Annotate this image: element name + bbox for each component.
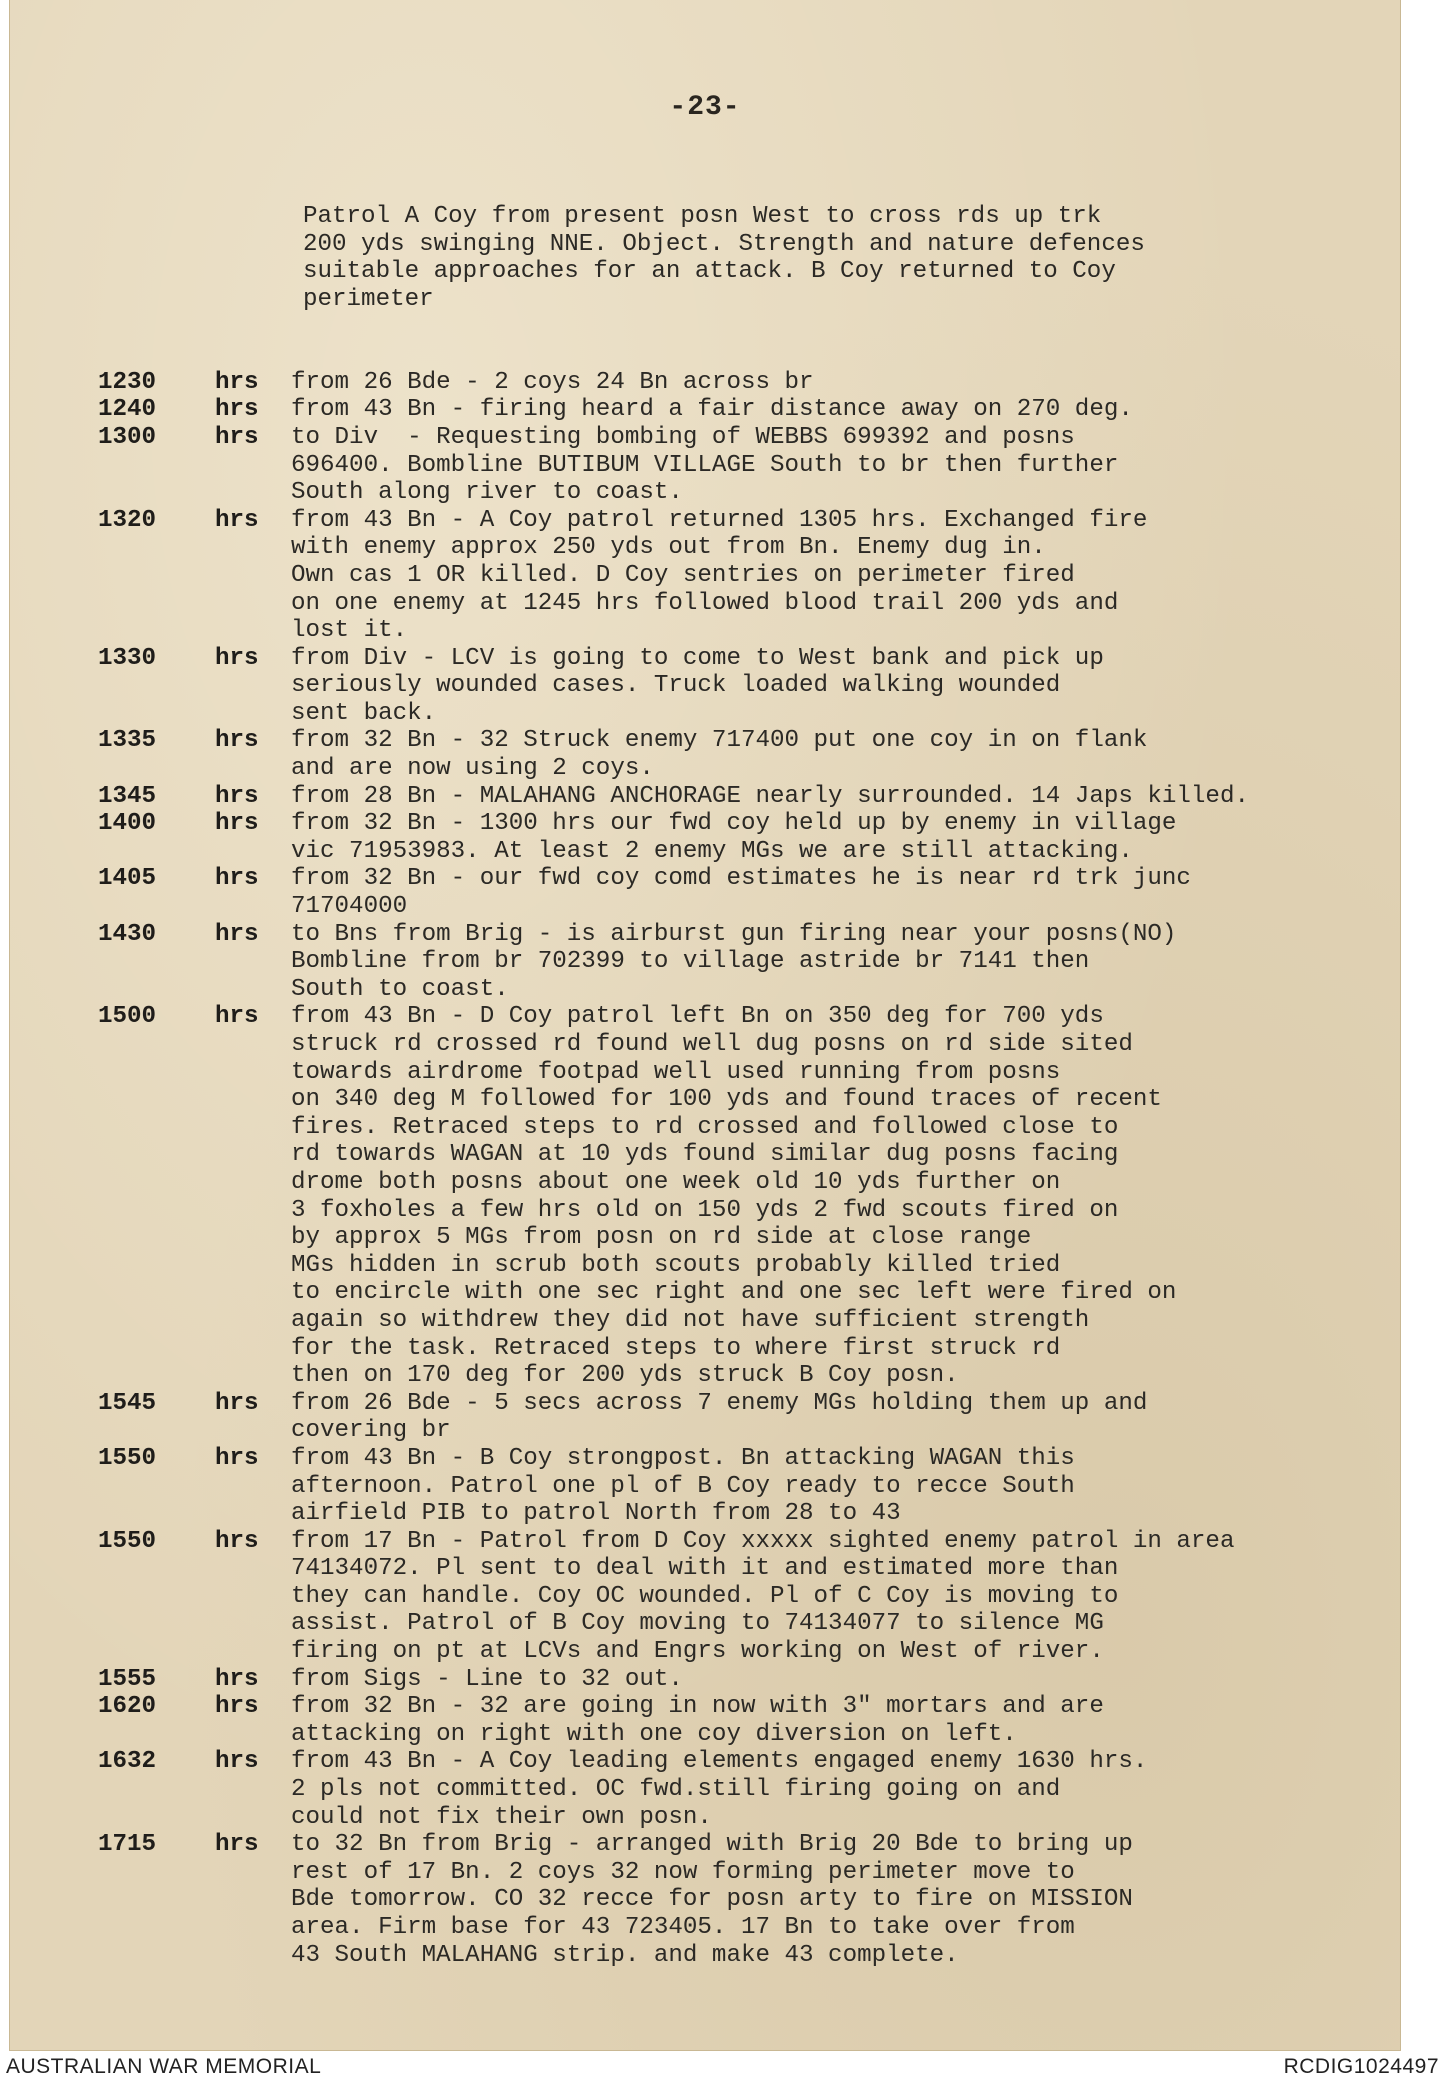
log-entry xyxy=(98,810,1358,865)
entry-time: 1620 xyxy=(98,1693,157,1721)
entry-first-line: from 32 Bn - 32 are going in now with 3" mortars and are xyxy=(291,1693,1104,1721)
entry-first-line: from 43 Bn - A Coy patrol returned 1305 hrs. Exchanged fire xyxy=(291,506,1148,534)
entry-continuation-line: and are now using 2 coys. xyxy=(291,755,654,783)
entry-continuation-line: then on 170 deg for 200 yds struck B Coy posn. xyxy=(291,1362,959,1390)
opening-line: suitable approaches for an attack. B Coy returned to Coy xyxy=(303,258,1116,286)
log-entry xyxy=(98,507,1358,645)
log-entry xyxy=(98,727,1358,782)
entry-hrs: hrs xyxy=(215,1527,259,1555)
entry-continuation-line: attacking on right with one coy diversion on left. xyxy=(291,1720,1017,1748)
entry-continuation-line: South along river to coast. xyxy=(291,479,683,507)
entry-continuation-line: lost it. xyxy=(291,617,408,645)
entry-first-line: to Bns from Brig - is airburst gun firing near your posns(NO) xyxy=(291,920,1177,948)
entry-continuation-line: sent back. xyxy=(291,699,437,727)
entry-hrs: hrs xyxy=(215,865,259,893)
entry-time: 1550 xyxy=(98,1527,157,1555)
entry-time: 1335 xyxy=(98,727,157,755)
entry-hrs: hrs xyxy=(215,1003,259,1031)
log-entry xyxy=(98,1003,1358,1389)
war-diary-log xyxy=(98,148,1358,2024)
entry-continuation-line: area. Firm base for 43 723405. 17 Bn to take over from xyxy=(291,1914,1075,1941)
log-entry xyxy=(98,1748,1358,1831)
entry-hrs: hrs xyxy=(215,920,259,948)
entry-continuation-line: by approx 5 MGs from posn on rd side at close range xyxy=(291,1224,1032,1252)
entry-hrs: hrs xyxy=(215,1831,259,1859)
entry-hrs: hrs xyxy=(215,396,259,424)
entry-continuation-line: could not fix their own posn. xyxy=(291,1803,712,1831)
entry-hrs: hrs xyxy=(215,423,259,451)
entry-continuation-line: they can handle. Coy OC wounded. Pl of C Coy is moving to xyxy=(291,1582,1119,1610)
entry-time: 1550 xyxy=(98,1444,157,1472)
log-entry xyxy=(98,645,1358,728)
entry-hrs: hrs xyxy=(215,506,259,534)
entry-time: 1300 xyxy=(98,423,157,451)
entry-first-line: from 43 Bn - A Coy leading elements engaged enemy 1630 hrs. xyxy=(291,1748,1148,1776)
entry-continuation-line: Own cas 1 OR killed. D Coy sentries on perimeter fired xyxy=(291,561,1075,589)
entry-time: 1405 xyxy=(98,865,157,893)
entry-time: 1545 xyxy=(98,1389,157,1417)
entry-time: 1500 xyxy=(98,1003,157,1031)
entry-time: 1555 xyxy=(98,1665,157,1693)
entry-first-line: to Div - Requesting bombing of WEBBS 699392 and posns xyxy=(291,423,1075,451)
entry-continuation-line: rest of 17 Bn. 2 coys 32 now forming perimeter move to xyxy=(291,1858,1075,1886)
entry-continuation-line: 43 South MALAHANG strip. and make 43 complete. xyxy=(291,1941,959,1969)
entry-continuation-line: fires. Retraced steps to rd crossed and followed close to xyxy=(291,1113,1119,1141)
footer-record-id: RCDIG1024497 xyxy=(1283,2055,1439,2078)
entry-continuation-line: 696400. Bombline BUTIBUM VILLAGE South to br then further xyxy=(291,451,1119,479)
entry-continuation-line: drome both posns about one week old 10 yds further on xyxy=(291,1168,1061,1196)
entry-time: 1345 xyxy=(98,782,157,810)
entry-hrs: hrs xyxy=(215,1748,259,1776)
entry-continuation-line: vic 71953983. At least 2 enemy MGs we are still attacking. xyxy=(291,837,1133,865)
entry-time: 1330 xyxy=(98,644,157,672)
entry-continuation-line: 3 foxholes a few hrs old on 150 yds 2 fwd scouts fired on xyxy=(291,1196,1119,1224)
entry-continuation-line: to encircle with one sec right and one sec left were fired on xyxy=(291,1279,1177,1307)
opening-line: perimeter xyxy=(303,285,434,313)
entry-hrs: hrs xyxy=(215,1665,259,1693)
entry-continuation-line: firing on pt at LCVs and Engrs working on West of river. xyxy=(291,1638,1104,1666)
log-entry xyxy=(98,369,1358,397)
entry-continuation-line: South to coast. xyxy=(291,975,509,1003)
entry-first-line: from 32 Bn - our fwd coy comd estimates he is near rd trk junc xyxy=(291,865,1191,893)
log-entry xyxy=(98,1390,1358,1445)
entry-first-line: from 17 Bn - Patrol from D Coy xxxxx sighted enemy patrol in area xyxy=(291,1527,1235,1555)
entry-continuation-line: on one enemy at 1245 hrs followed blood trail 200 yds and xyxy=(291,589,1119,617)
entry-hrs: hrs xyxy=(215,727,259,755)
entry-time: 1240 xyxy=(98,396,157,424)
entry-first-line: to 32 Bn from Brig - arranged with Brig 20 Bde to bring up xyxy=(291,1831,1133,1859)
entry-continuation-line: again so withdrew they did not have sufficient strength xyxy=(291,1306,1090,1334)
entry-continuation-line: 74134072. Pl sent to deal with it and estimated more than xyxy=(291,1555,1119,1583)
page-number: -23- xyxy=(669,92,741,123)
log-entry xyxy=(98,1666,1358,1694)
entry-first-line: from 43 Bn - D Coy patrol left Bn on 350 deg for 700 yds xyxy=(291,1003,1104,1031)
entry-continuation-line: Bde tomorrow. CO 32 recce for posn arty to fire on MISSION xyxy=(291,1886,1133,1914)
log-entries xyxy=(98,369,1358,1969)
entry-continuation-line: on 340 deg M followed for 100 yds and found traces of recent xyxy=(291,1086,1162,1114)
log-entry xyxy=(98,1528,1358,1666)
log-entry xyxy=(98,921,1358,1004)
entry-continuation-line: towards airdrome footpad well used running from posns xyxy=(291,1058,1061,1086)
entry-continuation-line: rd towards WAGAN at 10 yds found similar dug posns facing xyxy=(291,1141,1119,1169)
entry-continuation-line: assist. Patrol of B Coy moving to 74134077 to silence MG xyxy=(291,1610,1104,1638)
entry-continuation-line: for the task. Retraced steps to where first struck rd xyxy=(291,1334,1061,1362)
opening-line: Patrol A Coy from present posn West to cross rds up trk xyxy=(303,203,1102,231)
entry-time: 1632 xyxy=(98,1748,157,1776)
footer-institution: AUSTRALIAN WAR MEMORIAL xyxy=(6,2055,322,2078)
entry-hrs: hrs xyxy=(215,644,259,672)
archive-footer xyxy=(0,2052,1445,2082)
entry-hrs: hrs xyxy=(215,1389,259,1417)
document-sheet xyxy=(10,0,1400,2050)
entry-continuation-line: Bombline from br 702399 to village astride br 7141 then xyxy=(291,948,1090,976)
entry-continuation-line: covering br xyxy=(291,1417,451,1445)
entry-continuation-line: airfield PIB to patrol North from 28 to 43 xyxy=(291,1500,901,1528)
entry-hrs: hrs xyxy=(215,1693,259,1721)
entry-hrs: hrs xyxy=(215,368,259,396)
entry-continuation-line: 71704000 xyxy=(291,893,408,921)
log-entry xyxy=(98,865,1358,920)
entry-continuation-line: 2 pls not committed. OC fwd.still firing going on and xyxy=(291,1776,1061,1804)
entry-time: 1400 xyxy=(98,810,157,838)
entry-first-line: from Sigs - Line to 32 out. xyxy=(291,1665,683,1693)
entry-continuation-line: MGs hidden in scrub both scouts probably killed tried xyxy=(291,1251,1061,1279)
entry-continuation-line: struck rd crossed rd found well dug posns on rd side sited xyxy=(291,1031,1133,1058)
log-entry xyxy=(98,1831,1358,1969)
entry-continuation-line: seriously wounded cases. Truck loaded walking wounded xyxy=(291,672,1061,700)
entry-first-line: from 32 Bn - 1300 hrs our fwd coy held up by enemy in village xyxy=(291,810,1177,838)
entry-first-line: from 43 Bn - B Coy strongpost. Bn attacking WAGAN this xyxy=(291,1444,1075,1472)
entry-time: 1320 xyxy=(98,506,157,534)
entry-first-line: from 28 Bn - MALAHANG ANCHORAGE nearly surrounded. 14 Japs killed. xyxy=(291,782,1249,810)
log-entry xyxy=(98,396,1358,424)
entry-time: 1230 xyxy=(98,368,157,396)
opening-line: 200 yds swinging NNE. Object. Strength and nature defences xyxy=(303,230,1145,258)
entry-first-line: from 26 Bde - 5 secs across 7 enemy MGs holding them up and xyxy=(291,1389,1148,1417)
entry-first-line: from 32 Bn - 32 Struck enemy 717400 put one coy in on flank xyxy=(291,727,1148,755)
entry-first-line: from Div - LCV is going to come to West bank and pick up xyxy=(291,644,1104,672)
log-entry xyxy=(98,424,1358,507)
entry-hrs: hrs xyxy=(215,1444,259,1472)
opening-paragraph xyxy=(98,203,1358,313)
entry-time: 1430 xyxy=(98,920,157,948)
entry-continuation-line: afternoon. Patrol one pl of B Coy ready to recce South xyxy=(291,1472,1075,1500)
entry-continuation-line: with enemy approx 250 yds out from Bn. Enemy dug in. xyxy=(291,534,1046,562)
entry-hrs: hrs xyxy=(215,810,259,838)
entry-first-line: from 43 Bn - firing heard a fair distance away on 270 deg. xyxy=(291,396,1133,424)
entry-first-line: from 26 Bde - 2 coys 24 Bn across br xyxy=(291,368,814,396)
entry-hrs: hrs xyxy=(215,782,259,810)
log-entry xyxy=(98,1445,1358,1528)
log-entry xyxy=(98,1693,1358,1748)
entry-time: 1715 xyxy=(98,1831,157,1859)
log-entry xyxy=(98,783,1358,811)
